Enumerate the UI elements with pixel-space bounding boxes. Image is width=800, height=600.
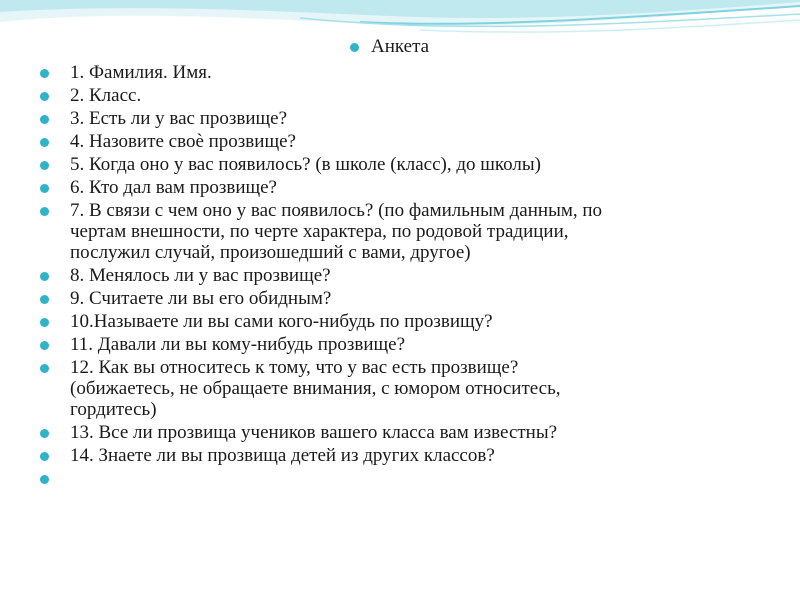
list-item xyxy=(40,334,740,355)
question-text: 13. Все ли прозвища учеников вашего класса вам известны? xyxy=(70,422,558,443)
list-item xyxy=(40,177,740,198)
question-text: 8. Менялось ли у вас прозвище? xyxy=(70,265,331,286)
list-item xyxy=(40,265,740,286)
bullet-icon xyxy=(40,161,49,170)
empty-list-item xyxy=(40,468,740,489)
bullet-icon xyxy=(40,452,49,461)
bullet-icon xyxy=(40,69,49,78)
list-item xyxy=(40,131,740,152)
list-item xyxy=(40,108,740,129)
question-text: 11. Давали ли вы кому-нибудь прозвище? xyxy=(70,334,406,355)
question-text: 7. В связи с чем оно у вас появилось? (по фамильным данным, по чертам внешности, по черте характера, по родовой традиции, послужил случай, произошедший с вами, другое) xyxy=(70,200,603,263)
slide-content xyxy=(40,36,740,491)
question-text: 6. Кто дал вам прозвище? xyxy=(70,177,277,198)
list-item xyxy=(40,445,740,466)
question-text: 5. Когда оно у вас появилось? (в школе (класс), до школы) xyxy=(70,154,542,175)
list-item xyxy=(40,200,740,263)
bullet-icon xyxy=(40,318,49,327)
question-text: 14. Знаете ли вы прозвища детей из других классов? xyxy=(70,445,495,466)
bullet-icon xyxy=(40,341,49,350)
question-text: 4. Назовите своѐ прозвище? xyxy=(70,131,296,152)
list-item xyxy=(40,311,740,332)
bullet-icon xyxy=(40,429,49,438)
bullet-icon xyxy=(40,272,49,281)
list-item xyxy=(40,357,740,420)
bullet-icon xyxy=(40,92,49,101)
bullet-icon xyxy=(350,43,359,52)
list-item xyxy=(40,154,740,175)
question-text: 12. Как вы относитесь к тому, что у вас есть прозвище? (обижаетесь, не обращаете внимания, с юмором относитесь, гордитесь) xyxy=(70,357,561,420)
list-item xyxy=(40,288,740,309)
question-text: 1. Фамилия. Имя. xyxy=(70,62,212,83)
question-text: 10.Называете ли вы сами кого-нибудь по прозвищу? xyxy=(70,311,493,332)
bullet-icon xyxy=(40,364,49,373)
title-row xyxy=(350,36,740,58)
question-text: 2. Класс. xyxy=(70,85,142,106)
bullet-icon xyxy=(40,475,49,484)
bullet-icon xyxy=(40,295,49,304)
bullet-icon xyxy=(40,138,49,147)
bullet-icon xyxy=(40,207,49,216)
list-item xyxy=(40,62,740,83)
bullet-icon xyxy=(40,115,49,124)
list-item xyxy=(40,422,740,443)
slide-title: Анкета xyxy=(371,36,430,57)
question-list xyxy=(40,62,740,489)
list-item xyxy=(40,85,740,106)
question-text: 3. Есть ли у вас прозвище? xyxy=(70,108,288,129)
question-text: 9. Считаете ли вы его обидным? xyxy=(70,288,332,309)
bullet-icon xyxy=(40,184,49,193)
